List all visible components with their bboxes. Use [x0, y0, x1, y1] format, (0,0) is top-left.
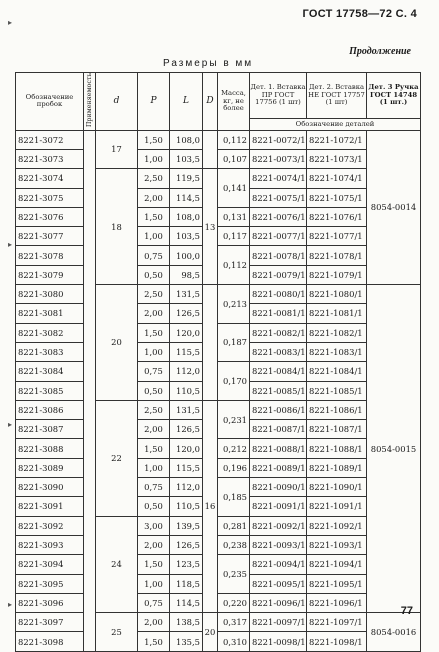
cell-designation: 8221-3088: [16, 439, 84, 458]
cell-insert-ne: 8221-1086/1: [307, 400, 367, 419]
cell-l: 126,5: [170, 304, 203, 323]
cell-insert-ne: 8221-1081/1: [307, 304, 367, 323]
cell-p: 0,50: [138, 265, 170, 284]
parts-subheader: Обозначение деталей: [250, 119, 421, 130]
cell-insert-pr: 8221-0079/1: [250, 265, 307, 284]
cell-insert-ne: 8221-1093/1: [307, 535, 367, 554]
table-row: [16, 130, 421, 149]
cell-designation: 8221-3096: [16, 593, 84, 612]
table-row: [16, 207, 421, 226]
col-d-outer: D: [203, 73, 218, 131]
col-p: P: [138, 73, 170, 131]
cell-p: 1,50: [138, 632, 170, 651]
cell-p: 1,50: [138, 207, 170, 226]
cell-p: 1,50: [138, 130, 170, 149]
cell-insert-pr: 8221-0092/1: [250, 516, 307, 535]
cell-d: 25: [96, 613, 138, 652]
cell-p: 0,75: [138, 362, 170, 381]
cell-l: 110,5: [170, 381, 203, 400]
cell-l: 139,5: [170, 516, 203, 535]
table-row: [16, 593, 421, 612]
cell-l: 100,0: [170, 246, 203, 265]
cell-p: 1,00: [138, 342, 170, 361]
cell-insert-pr: 8221-0089/1: [250, 458, 307, 477]
cell-p: 1,50: [138, 439, 170, 458]
cell-handle: 8054-0014: [367, 130, 421, 284]
cell-designation: 8221-3098: [16, 632, 84, 651]
cell-mass: 0,196: [218, 458, 250, 477]
cell-mass: 0,213: [218, 285, 250, 324]
cell-designation: 8221-3093: [16, 535, 84, 554]
cell-insert-pr: 8221-0083/1: [250, 342, 307, 361]
cell-insert-ne: 8221-1078/1: [307, 246, 367, 265]
cell-insert-pr: 8221-0095/1: [250, 574, 307, 593]
cell-l: 120,0: [170, 323, 203, 342]
cell-insert-ne: 8221-1076/1: [307, 207, 367, 226]
col-l: L: [170, 73, 203, 131]
cell-insert-ne: 8221-1090/1: [307, 478, 367, 497]
cell-mass: 0,170: [218, 362, 250, 401]
table-row: [16, 323, 421, 342]
cell-p: 0,50: [138, 497, 170, 516]
cell-designation: 8221-3077: [16, 227, 84, 246]
cell-insert-ne: 8221-1096/1: [307, 593, 367, 612]
cell-insert-pr: 8221-0080/1: [250, 285, 307, 304]
col-d: d: [96, 73, 138, 131]
cell-insert-ne: 8221-1083/1: [307, 342, 367, 361]
cell-l: 110,5: [170, 497, 203, 516]
cell-insert-pr: 8221-0090/1: [250, 478, 307, 497]
cell-insert-ne: 8221-1098/1: [307, 632, 367, 651]
cell-p: 2,50: [138, 285, 170, 304]
cell-insert-ne: 8221-1073/1: [307, 149, 367, 168]
cell-l: 120,0: [170, 439, 203, 458]
cell-d: 17: [96, 130, 138, 169]
cell-insert-pr: 8221-0098/1: [250, 632, 307, 651]
cell-l: 126,5: [170, 535, 203, 554]
cell-insert-ne: 8221-1082/1: [307, 323, 367, 342]
cell-designation: 8221-3073: [16, 149, 84, 168]
table-row: [16, 169, 421, 188]
cell-mass: 0,238: [218, 535, 250, 554]
table-row: [16, 535, 421, 554]
cell-insert-pr: 8221-0075/1: [250, 188, 307, 207]
cell-insert-ne: 8221-1077/1: [307, 227, 367, 246]
cell-d: 18: [96, 169, 138, 285]
cell-l: 98,5: [170, 265, 203, 284]
cell-mass: 0,235: [218, 555, 250, 594]
cell-insert-ne: 8221-1075/1: [307, 188, 367, 207]
cell-l: 123,5: [170, 555, 203, 574]
table-row: [16, 400, 421, 419]
cell-p: 2,00: [138, 188, 170, 207]
cell-p: 0,75: [138, 246, 170, 265]
col-insert-ne: Дет. 2. Вставка НЕ ГОСТ 17757 (1 шт): [307, 73, 367, 119]
cell-insert-ne: 8221-1091/1: [307, 497, 367, 516]
cell-designation: 8221-3091: [16, 497, 84, 516]
cell-l: 112,0: [170, 478, 203, 497]
table-title: Размеры в мм: [163, 58, 254, 69]
cell-mass: 0,112: [218, 130, 250, 149]
cell-d: 22: [96, 400, 138, 516]
cell-mass: 0,107: [218, 149, 250, 168]
cell-l: 131,5: [170, 285, 203, 304]
table-row: [16, 555, 421, 574]
cell-insert-pr: 8221-0076/1: [250, 207, 307, 226]
cell-insert-pr: 8221-0093/1: [250, 535, 307, 554]
cell-l: 118,5: [170, 574, 203, 593]
cell-d-outer: 20: [203, 613, 218, 652]
cell-insert-pr: 8221-0091/1: [250, 497, 307, 516]
table-row: [16, 362, 421, 381]
cell-mass: 0,187: [218, 323, 250, 362]
cell-designation: 8221-3097: [16, 613, 84, 632]
cell-l: 126,5: [170, 420, 203, 439]
cell-insert-ne: 8221-1094/1: [307, 555, 367, 574]
cell-insert-ne: 8221-1084/1: [307, 362, 367, 381]
cell-designation: 8221-3076: [16, 207, 84, 226]
cell-insert-pr: 8221-0087/1: [250, 420, 307, 439]
cell-designation: 8221-3075: [16, 188, 84, 207]
cell-l: 103,5: [170, 227, 203, 246]
cell-mass: 0,310: [218, 632, 250, 651]
table-row: [16, 478, 421, 497]
cell-d-outer: [203, 130, 218, 169]
cell-l: 114,5: [170, 593, 203, 612]
cell-handle: 8054-0016: [367, 613, 421, 652]
cell-designation: 8221-3080: [16, 285, 84, 304]
cell-insert-ne: 8221-1092/1: [307, 516, 367, 535]
cell-insert-pr: 8221-0094/1: [250, 555, 307, 574]
cell-insert-ne: 8221-1085/1: [307, 381, 367, 400]
table-row: [16, 458, 421, 477]
cell-designation: 8221-3089: [16, 458, 84, 477]
cell-insert-ne: 8221-1072/1: [307, 130, 367, 149]
cell-applicability: [84, 130, 96, 651]
cell-mass: 0,281: [218, 516, 250, 535]
cell-designation: 8221-3087: [16, 420, 84, 439]
cell-designation: 8221-3072: [16, 130, 84, 149]
margin-mark: ▸: [8, 600, 13, 609]
cell-mass: 0,231: [218, 400, 250, 439]
cell-p: 0,75: [138, 593, 170, 612]
cell-designation: 8221-3095: [16, 574, 84, 593]
continuation-label: Продолжение: [349, 46, 411, 57]
dimensions-table: [15, 72, 421, 652]
cell-designation: 8221-3084: [16, 362, 84, 381]
cell-designation: 8221-3079: [16, 265, 84, 284]
cell-insert-pr: 8221-0077/1: [250, 227, 307, 246]
cell-p: 1,50: [138, 555, 170, 574]
cell-l: 103,5: [170, 149, 203, 168]
cell-p: 1,00: [138, 227, 170, 246]
cell-designation: 8221-3074: [16, 169, 84, 188]
cell-insert-pr: 8221-0073/1: [250, 149, 307, 168]
table-row: [16, 632, 421, 651]
cell-l: 135,5: [170, 632, 203, 651]
cell-insert-pr: 8221-0097/1: [250, 613, 307, 632]
cell-p: 2,00: [138, 535, 170, 554]
cell-mass: 0,317: [218, 613, 250, 632]
margin-mark: ▸: [8, 18, 13, 27]
table-row: [16, 246, 421, 265]
cell-l: 114,5: [170, 188, 203, 207]
cell-d: 20: [96, 285, 138, 401]
cell-insert-pr: 8221-0072/1: [250, 130, 307, 149]
cell-p: 1,00: [138, 458, 170, 477]
cell-l: 112,0: [170, 362, 203, 381]
table-row: [16, 227, 421, 246]
table-row: [16, 613, 421, 632]
cell-insert-ne: 8221-1089/1: [307, 458, 367, 477]
cell-designation: 8221-3085: [16, 381, 84, 400]
col-handle: Дет. 3 Ручка ГОСТ 14748 (1 шт.): [367, 73, 421, 119]
cell-l: 108,0: [170, 207, 203, 226]
cell-insert-ne: 8221-1079/1: [307, 265, 367, 284]
document-header: ГОСТ 17758—72 С. 4: [302, 8, 417, 20]
cell-p: 0,75: [138, 478, 170, 497]
cell-insert-pr: 8221-0084/1: [250, 362, 307, 381]
cell-designation: 8221-3078: [16, 246, 84, 265]
cell-p: 1,00: [138, 574, 170, 593]
cell-insert-ne: 8221-1074/1: [307, 169, 367, 188]
cell-l: 119,5: [170, 169, 203, 188]
cell-mass: 0,212: [218, 439, 250, 458]
margin-mark: ▸: [8, 240, 13, 249]
table-row: [16, 149, 421, 168]
cell-insert-pr: 8221-0096/1: [250, 593, 307, 612]
cell-insert-pr: 8221-0074/1: [250, 169, 307, 188]
cell-insert-ne: 8221-1087/1: [307, 420, 367, 439]
cell-designation: 8221-3083: [16, 342, 84, 361]
cell-p: 2,50: [138, 169, 170, 188]
table-row: [16, 516, 421, 535]
cell-p: 2,00: [138, 304, 170, 323]
cell-p: 2,00: [138, 613, 170, 632]
cell-mass: 0,131: [218, 207, 250, 226]
cell-mass: 0,185: [218, 478, 250, 517]
cell-designation: 8221-3082: [16, 323, 84, 342]
cell-handle: 8054-0015: [367, 285, 421, 613]
cell-l: 131,5: [170, 400, 203, 419]
margin-mark: ▸: [8, 420, 13, 429]
cell-insert-ne: 8221-1097/1: [307, 613, 367, 632]
cell-d: 24: [96, 516, 138, 612]
cell-p: 2,00: [138, 420, 170, 439]
cell-designation: 8221-3092: [16, 516, 84, 535]
cell-l: 115,5: [170, 342, 203, 361]
cell-d-outer: [203, 285, 218, 401]
cell-insert-ne: 8221-1088/1: [307, 439, 367, 458]
table-row: [16, 285, 421, 304]
col-mass: Масса, кг, не более: [218, 73, 250, 131]
col-designation: Обозначение пробок: [16, 73, 84, 131]
cell-insert-pr: 8221-0086/1: [250, 400, 307, 419]
cell-insert-ne: 8221-1095/1: [307, 574, 367, 593]
cell-mass: 0,220: [218, 593, 250, 612]
cell-mass: 0,117: [218, 227, 250, 246]
cell-mass: 0,141: [218, 169, 250, 208]
cell-d-outer: 16: [203, 400, 218, 612]
cell-p: 1,00: [138, 149, 170, 168]
cell-l: 108,0: [170, 130, 203, 149]
cell-insert-pr: 8221-0085/1: [250, 381, 307, 400]
cell-designation: 8221-3086: [16, 400, 84, 419]
cell-mass: 0,112: [218, 246, 250, 285]
table-row: [16, 439, 421, 458]
cell-insert-pr: 8221-0082/1: [250, 323, 307, 342]
col-insert-pr: Дет. 1. Вставка ПР ГОСТ 17756 (1 шт): [250, 73, 307, 119]
cell-p: 3,00: [138, 516, 170, 535]
cell-l: 115,5: [170, 458, 203, 477]
cell-insert-ne: 8221-1080/1: [307, 285, 367, 304]
cell-d-outer: 13: [203, 169, 218, 285]
cell-insert-pr: 8221-0088/1: [250, 439, 307, 458]
cell-insert-pr: 8221-0081/1: [250, 304, 307, 323]
cell-designation: 8221-3081: [16, 304, 84, 323]
cell-designation: 8221-3094: [16, 555, 84, 574]
cell-insert-pr: 8221-0078/1: [250, 246, 307, 265]
cell-designation: 8221-3090: [16, 478, 84, 497]
cell-p: 1,50: [138, 323, 170, 342]
col-applicability: Применяемость: [84, 73, 96, 131]
cell-p: 2,50: [138, 400, 170, 419]
cell-l: 138,5: [170, 613, 203, 632]
cell-p: 0,50: [138, 381, 170, 400]
page-number: 77: [400, 605, 413, 617]
